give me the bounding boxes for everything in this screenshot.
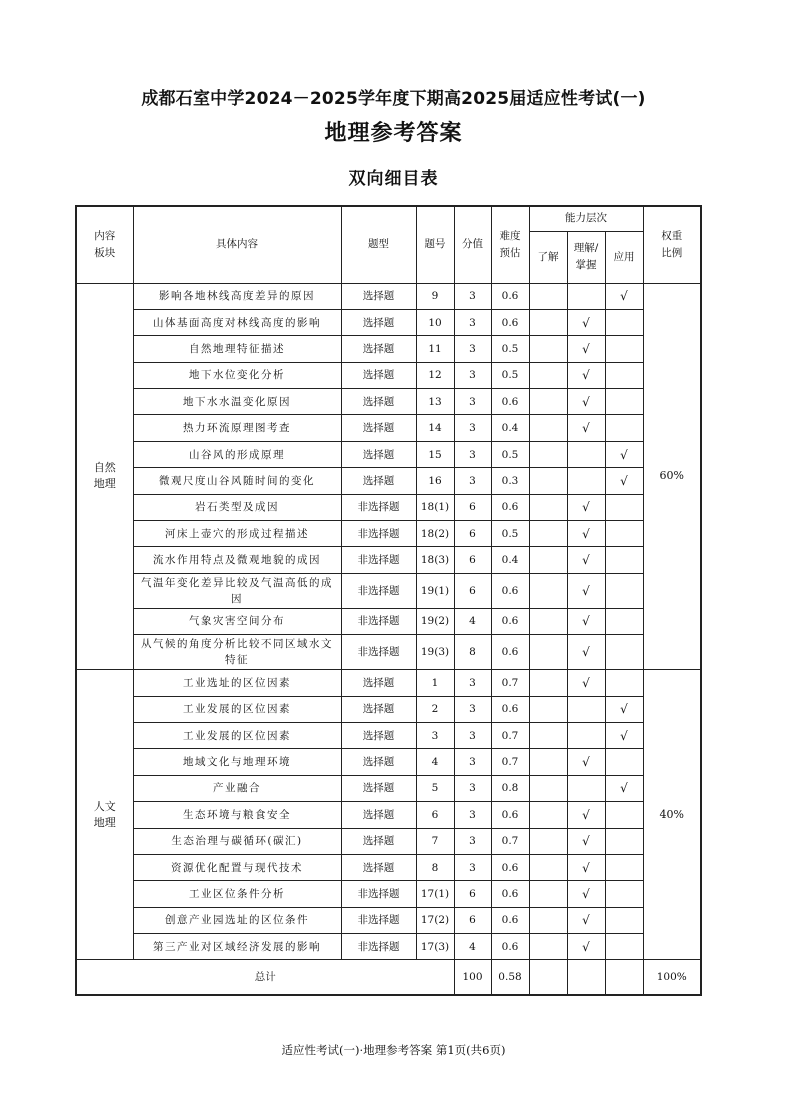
type-cell: 选择题 [341,696,416,722]
apply-cell [605,494,643,520]
understand-cell [529,521,567,547]
master-cell [567,521,605,547]
difficulty-cell: 0.5 [491,362,529,388]
score-cell: 3 [454,309,491,335]
understand-cell [529,573,567,608]
apply-cell [605,362,643,388]
number-cell: 17(2) [416,907,454,933]
score-cell: 3 [454,389,491,415]
check-mark: √ [582,860,590,875]
number-cell: 19(2) [416,608,454,634]
check-mark: √ [582,315,590,330]
header-score: 分值 [454,206,491,283]
score-cell: 6 [454,573,491,608]
understand-cell [529,547,567,573]
table-row [76,854,701,880]
score-cell: 3 [454,802,491,828]
content-cell: 河床上壶穴的形成过程描述 [133,521,341,547]
check-mark: √ [582,583,590,598]
table-row [76,573,701,608]
understand-cell [529,802,567,828]
score-cell: 3 [454,468,491,494]
apply-cell [605,635,643,670]
apply-cell [605,336,643,362]
score-cell: 6 [454,494,491,520]
type-cell: 非选择题 [341,547,416,573]
header-weight: 权重 比例 [643,206,701,283]
content-cell: 生态环境与粮食安全 [133,802,341,828]
check-mark: √ [582,553,590,568]
type-cell: 非选择题 [341,573,416,608]
difficulty-cell: 0.6 [491,854,529,880]
understand-cell [529,670,567,696]
number-cell: 17(1) [416,881,454,907]
type-cell: 非选择题 [341,521,416,547]
block-label: 自然 地理 [76,283,133,670]
content-cell: 产业融合 [133,775,341,801]
content-cell: 工业选址的区位因素 [133,670,341,696]
number-cell: 7 [416,828,454,854]
score-cell: 6 [454,881,491,907]
apply-cell [605,389,643,415]
table-row [76,696,701,722]
page-footer: 适应性考试(一)·地理参考答案 第1页(共6页) [281,1043,506,1057]
score-cell: 8 [454,635,491,670]
apply-cell [605,828,643,854]
master-cell [567,362,605,388]
type-cell: 非选择题 [341,494,416,520]
understand-cell [529,635,567,670]
content-cell: 生态治理与碳循环(碳汇) [133,828,341,854]
type-cell: 非选择题 [341,907,416,933]
header-difficulty: 难度 预估 [491,206,529,283]
total-weight: 100% [643,960,701,995]
score-cell: 6 [454,521,491,547]
table-row [76,415,701,441]
answer-title: 地理参考答案 [324,121,463,146]
check-mark: √ [582,614,590,629]
number-cell: 3 [416,722,454,748]
check-mark: √ [582,807,590,822]
type-cell: 选择题 [341,362,416,388]
table-row [76,881,701,907]
table-row [76,635,701,670]
table-row [76,907,701,933]
total-apply [605,960,643,995]
block-label: 人文 地理 [76,670,133,960]
understand-cell [529,441,567,467]
table-row [76,362,701,388]
number-cell: 4 [416,749,454,775]
apply-cell [605,802,643,828]
table-row [76,722,701,748]
type-cell: 选择题 [341,389,416,415]
header-understand: 了解 [529,231,567,283]
section-title: 双向细目表 [348,169,439,189]
difficulty-cell: 0.4 [491,415,529,441]
content-cell: 资源优化配置与现代技术 [133,854,341,880]
apply-cell [605,881,643,907]
score-cell: 3 [454,696,491,722]
number-cell: 18(1) [416,494,454,520]
type-cell: 非选择题 [341,608,416,634]
number-cell: 12 [416,362,454,388]
specification-table [75,205,702,996]
total-label: 总计 [76,960,454,995]
check-mark: √ [582,500,590,515]
difficulty-cell: 0.6 [491,635,529,670]
master-cell [567,441,605,467]
check-mark: √ [620,702,628,717]
table-row [76,309,701,335]
type-cell: 选择题 [341,802,416,828]
apply-cell [605,521,643,547]
total-difficulty: 0.58 [491,960,529,995]
check-mark: √ [582,645,590,660]
difficulty-cell: 0.6 [491,608,529,634]
score-cell: 3 [454,362,491,388]
score-cell: 6 [454,907,491,933]
content-cell: 微观尺度山谷风随时间的变化 [133,468,341,494]
number-cell: 6 [416,802,454,828]
number-cell: 2 [416,696,454,722]
master-cell [567,934,605,960]
understand-cell [529,608,567,634]
difficulty-cell: 0.4 [491,547,529,573]
content-cell: 影响各地林线高度差异的原因 [133,283,341,309]
table-row [76,283,701,309]
total-understand [529,960,567,995]
check-mark: √ [620,447,628,462]
number-cell: 5 [416,775,454,801]
number-cell: 1 [416,670,454,696]
number-cell: 17(3) [416,934,454,960]
understand-cell [529,881,567,907]
apply-cell [605,547,643,573]
check-mark: √ [582,755,590,770]
check-mark: √ [582,421,590,436]
header-block: 内容 板块 [76,206,133,283]
apply-cell [605,415,643,441]
check-mark: √ [620,289,628,304]
master-cell [567,309,605,335]
score-cell: 3 [454,854,491,880]
number-cell: 15 [416,441,454,467]
check-mark: √ [620,473,628,488]
score-cell: 3 [454,749,491,775]
type-cell: 非选择题 [341,881,416,907]
type-cell: 选择题 [341,415,416,441]
apply-cell [605,749,643,775]
understand-cell [529,934,567,960]
difficulty-cell: 0.7 [491,749,529,775]
master-cell [567,389,605,415]
understand-cell [529,468,567,494]
table-row [76,494,701,520]
master-cell [567,608,605,634]
understand-cell [529,309,567,335]
score-cell: 4 [454,934,491,960]
understand-cell [529,362,567,388]
type-cell: 非选择题 [341,934,416,960]
difficulty-cell: 0.6 [491,802,529,828]
number-cell: 14 [416,415,454,441]
apply-cell [605,696,643,722]
difficulty-cell: 0.7 [491,828,529,854]
understand-cell [529,749,567,775]
header-content: 具体内容 [133,206,341,283]
master-cell [567,828,605,854]
apply-cell [605,441,643,467]
content-cell: 第三产业对区域经济发展的影响 [133,934,341,960]
apply-cell [605,775,643,801]
check-mark: √ [582,394,590,409]
weight-cell: 60% [643,283,701,670]
master-cell [567,283,605,309]
score-cell: 3 [454,828,491,854]
type-cell: 选择题 [341,468,416,494]
type-cell: 选择题 [341,775,416,801]
number-cell: 13 [416,389,454,415]
difficulty-cell: 0.6 [491,907,529,933]
weight-cell: 40% [643,670,701,960]
table-row [76,441,701,467]
apply-cell [605,670,643,696]
number-cell: 18(3) [416,547,454,573]
master-cell [567,415,605,441]
table-row [76,547,701,573]
number-cell: 10 [416,309,454,335]
type-cell: 选择题 [341,309,416,335]
master-cell [567,336,605,362]
content-cell: 地下水水温变化原因 [133,389,341,415]
score-cell: 3 [454,336,491,362]
apply-cell [605,468,643,494]
understand-cell [529,415,567,441]
difficulty-cell: 0.7 [491,722,529,748]
master-cell [567,573,605,608]
type-cell: 选择题 [341,441,416,467]
check-mark: √ [620,728,628,743]
content-cell: 工业发展的区位因素 [133,696,341,722]
number-cell: 19(3) [416,635,454,670]
master-cell [567,854,605,880]
type-cell: 选择题 [341,283,416,309]
content-cell: 热力环流原理图考查 [133,415,341,441]
table-row [76,670,701,696]
apply-cell [605,854,643,880]
table-row [76,802,701,828]
score-cell: 4 [454,608,491,634]
master-cell [567,494,605,520]
understand-cell [529,854,567,880]
apply-cell [605,907,643,933]
content-cell: 流水作用特点及微观地貌的成因 [133,547,341,573]
master-cell [567,907,605,933]
table-body [76,283,701,995]
score-cell: 3 [454,775,491,801]
understand-cell [529,775,567,801]
difficulty-cell: 0.6 [491,494,529,520]
type-cell: 选择题 [341,828,416,854]
header-apply: 应用 [605,231,643,283]
table-row [76,389,701,415]
score-cell: 3 [454,283,491,309]
content-cell: 工业区位条件分析 [133,881,341,907]
total-row [76,960,701,995]
number-cell: 8 [416,854,454,880]
check-mark: √ [582,368,590,383]
number-cell: 16 [416,468,454,494]
table-row [76,608,701,634]
content-cell: 气温年变化差异比较及气温高低的成因 [133,573,341,608]
content-cell: 从气候的角度分析比较不同区域水文特征 [133,635,341,670]
master-cell [567,802,605,828]
apply-cell [605,934,643,960]
understand-cell [529,389,567,415]
difficulty-cell: 0.6 [491,934,529,960]
understand-cell [529,696,567,722]
understand-cell [529,336,567,362]
apply-cell [605,722,643,748]
type-cell: 选择题 [341,336,416,362]
master-cell [567,635,605,670]
table-row [76,775,701,801]
master-cell [567,722,605,748]
table-row [76,934,701,960]
content-cell: 地下水位变化分析 [133,362,341,388]
header-number: 题号 [416,206,454,283]
table-row [76,336,701,362]
understand-cell [529,494,567,520]
score-cell: 6 [454,547,491,573]
score-cell: 3 [454,722,491,748]
difficulty-cell: 0.6 [491,573,529,608]
difficulty-cell: 0.6 [491,309,529,335]
difficulty-cell: 0.6 [491,389,529,415]
check-mark: √ [582,913,590,928]
table-row [76,749,701,775]
difficulty-cell: 0.5 [491,441,529,467]
master-cell [567,468,605,494]
content-cell: 地域文化与地理环境 [133,749,341,775]
type-cell: 选择题 [341,670,416,696]
table-row [76,828,701,854]
master-cell [567,670,605,696]
difficulty-cell: 0.6 [491,696,529,722]
difficulty-cell: 0.8 [491,775,529,801]
difficulty-cell: 0.5 [491,521,529,547]
type-cell: 选择题 [341,854,416,880]
content-cell: 山谷风的形成原理 [133,441,341,467]
type-cell: 选择题 [341,722,416,748]
content-cell: 创意产业园选址的区位条件 [133,907,341,933]
number-cell: 18(2) [416,521,454,547]
type-cell: 选择题 [341,749,416,775]
understand-cell [529,722,567,748]
score-cell: 3 [454,415,491,441]
check-mark: √ [582,887,590,901]
table-row [76,521,701,547]
content-cell: 山体基面高度对林线高度的影响 [133,309,341,335]
header-type: 题型 [341,206,416,283]
number-cell: 9 [416,283,454,309]
check-mark: √ [582,834,590,849]
table-row [76,468,701,494]
score-cell: 3 [454,441,491,467]
total-master [567,960,605,995]
difficulty-cell: 0.5 [491,336,529,362]
content-cell: 自然地理特征描述 [133,336,341,362]
master-cell [567,696,605,722]
type-cell: 非选择题 [341,635,416,670]
difficulty-cell: 0.6 [491,283,529,309]
master-cell [567,749,605,775]
understand-cell [529,907,567,933]
apply-cell [605,608,643,634]
check-mark: √ [582,939,590,954]
check-mark: √ [582,526,590,541]
number-cell: 11 [416,336,454,362]
exam-title: 成都石室中学2024－2025学年度下期高2025届适应性考试(一) [141,89,646,109]
understand-cell [529,828,567,854]
content-cell: 工业发展的区位因素 [133,722,341,748]
header-master: 理解/ 掌握 [567,231,605,283]
apply-cell [605,309,643,335]
total-score: 100 [454,960,491,995]
score-cell: 3 [454,670,491,696]
apply-cell [605,283,643,309]
check-mark: √ [620,781,628,796]
understand-cell [529,283,567,309]
difficulty-cell: 0.6 [491,881,529,907]
master-cell [567,547,605,573]
content-cell: 气象灾害空间分布 [133,608,341,634]
master-cell [567,881,605,907]
master-cell [567,775,605,801]
number-cell: 19(1) [416,573,454,608]
check-mark: √ [582,341,590,356]
content-cell: 岩石类型及成因 [133,494,341,520]
difficulty-cell: 0.3 [491,468,529,494]
difficulty-cell: 0.7 [491,670,529,696]
header-ability: 能力层次 [529,206,643,231]
apply-cell [605,573,643,608]
check-mark: √ [582,675,590,690]
